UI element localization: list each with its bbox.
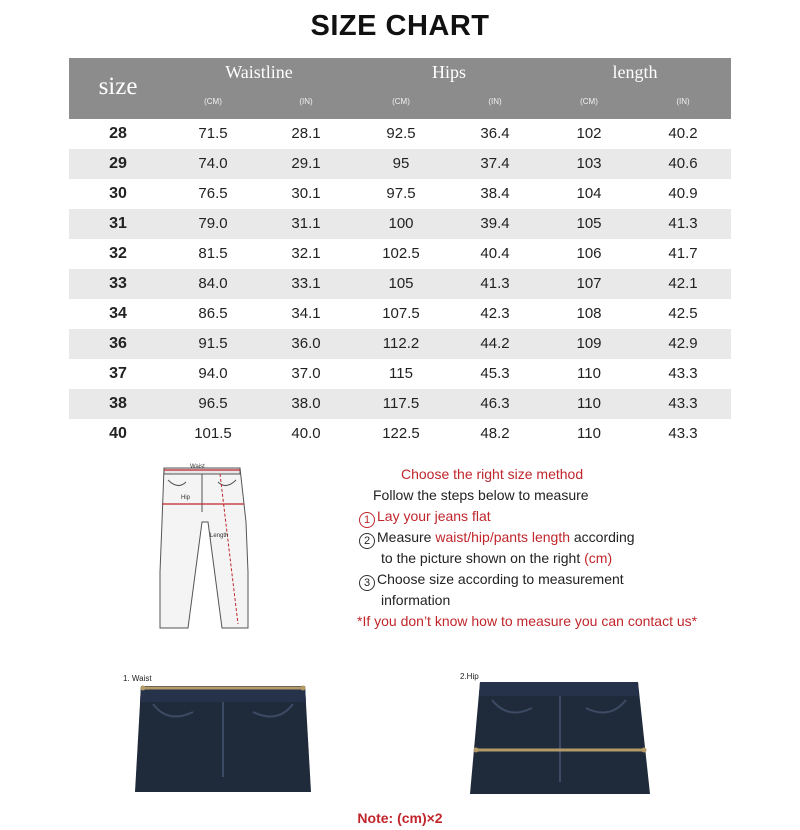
table-cell: 86.5: [198, 305, 228, 322]
step-3-text-a: Choose size according to measurement: [377, 571, 624, 587]
table-row: [69, 359, 731, 389]
table-cell: 31.1: [291, 215, 321, 232]
size-cell: 37: [109, 365, 127, 382]
table-cell: 105: [576, 215, 602, 232]
waist-photo-label: 1. Waist: [123, 674, 152, 683]
table-cell: 112.2: [382, 335, 420, 352]
table-cell: 102: [576, 125, 602, 142]
table-cell: 97.5: [386, 185, 416, 202]
step-2-text-b: waist/hip/pants length: [435, 529, 570, 545]
table-cell: 76.5: [198, 185, 228, 202]
step-2-number: 2: [359, 533, 375, 549]
table-cell: 122.5: [382, 425, 420, 442]
header-hips: Hips: [431, 62, 466, 82]
table-cell: 40.9: [668, 185, 698, 202]
step-2-text-e: (cm): [584, 550, 613, 566]
table-cell: 43.3: [668, 395, 698, 412]
table-cell: 37.0: [291, 365, 321, 382]
size-cell: 34: [109, 305, 127, 322]
table-cell: 101.5: [194, 425, 232, 442]
method-heading: Choose the right size method: [401, 466, 584, 482]
pants-outline-icon: [160, 468, 248, 628]
size-cell: 40: [109, 425, 127, 442]
table-cell: 110: [577, 425, 601, 442]
table-cell: 108: [576, 305, 602, 322]
table-cell: 42.5: [668, 305, 698, 322]
table-cell: 36.0: [291, 335, 321, 352]
table-cell: 41.7: [668, 245, 698, 262]
table-cell: 43.3: [668, 365, 698, 382]
size-cell: 30: [109, 185, 127, 202]
size-cell: 38: [109, 395, 127, 412]
header-length: length: [612, 62, 658, 82]
table-cell: 95: [392, 155, 410, 172]
method-contact: *If you don’t know how to measure you can contact us*: [357, 613, 698, 629]
method-intro: Follow the steps below to measure: [373, 487, 589, 503]
table-row: [69, 329, 731, 359]
size-cell: 32: [109, 245, 127, 262]
unit-waist-cm: (CM): [204, 97, 222, 106]
header-waistline: Waistline: [225, 62, 293, 82]
table-cell: 91.5: [198, 335, 228, 352]
table-row: [69, 209, 731, 239]
table-cell: 41.3: [668, 215, 698, 232]
table-cell: 117.5: [382, 395, 420, 412]
table-cell: 106: [576, 245, 602, 262]
table-cell: 39.4: [480, 215, 510, 232]
table-header: [69, 58, 731, 119]
table-cell: 40.6: [668, 155, 698, 172]
unit-hips-in: (IN): [488, 97, 502, 106]
table-row: [69, 419, 731, 449]
table-cell: 42.9: [668, 335, 698, 352]
method-step-2: [359, 527, 635, 549]
diagram-waist-label: Waist: [190, 464, 205, 470]
table-cell: 40.2: [668, 125, 698, 142]
unit-waist-in: (IN): [299, 97, 313, 106]
table-cell: 110: [577, 365, 601, 382]
step-1-text: Lay your jeans flat: [377, 508, 491, 524]
table-row: [69, 239, 731, 269]
table-row: [69, 299, 731, 329]
table-cell: 74.0: [198, 155, 228, 172]
table-cell: 41.3: [480, 275, 510, 292]
size-cell: 31: [109, 215, 127, 232]
step-2-text-c: according: [570, 529, 635, 545]
table-row: [69, 149, 731, 179]
table-cell: 48.2: [480, 425, 510, 442]
table-cell: 103: [576, 155, 602, 172]
jeans-waist-image: [123, 672, 333, 792]
header-size: size: [98, 73, 138, 100]
table-cell: 36.4: [480, 125, 510, 142]
size-cell: 28: [109, 125, 127, 142]
step-2-text-a: Measure: [377, 529, 436, 545]
step-3-number: 3: [359, 575, 375, 591]
table-cell: 46.3: [480, 395, 510, 412]
hip-photo: [460, 672, 660, 792]
diagram-hip-label: Hip: [181, 495, 191, 501]
hip-photo-label: 2.Hip: [460, 672, 479, 681]
table-cell: 115: [389, 365, 413, 382]
table-cell: 44.2: [480, 335, 510, 352]
size-cell: 29: [109, 155, 127, 172]
table-cell: 38.4: [480, 185, 510, 202]
table-cell: 32.1: [291, 245, 321, 262]
waist-photo: [123, 672, 333, 792]
diagram-length-label: Length: [210, 533, 229, 539]
unit-length-in: (IN): [676, 97, 690, 106]
unit-hips-cm: (CM): [392, 97, 410, 106]
table-cell: 105: [388, 275, 414, 292]
table-cell: 40.0: [291, 425, 321, 442]
table-cell: 84.0: [198, 275, 228, 292]
size-cell: 33: [109, 275, 127, 292]
table-cell: 109: [576, 335, 602, 352]
jeans-hip-image: [460, 672, 660, 794]
table-cell: 30.1: [291, 185, 321, 202]
unit-length-cm: (CM): [580, 97, 598, 106]
table-cell: 81.5: [198, 245, 228, 262]
table-cell: 28.1: [291, 125, 321, 142]
table-cell: 104: [576, 185, 602, 202]
table-row: [69, 119, 731, 149]
table-cell: 110: [577, 395, 601, 412]
table-cell: 38.0: [291, 395, 321, 412]
table-cell: 100: [388, 215, 414, 232]
size-cell: 36: [109, 335, 127, 352]
table-cell: 96.5: [198, 395, 228, 412]
table-cell: 40.4: [480, 245, 510, 262]
table-cell: 43.3: [668, 425, 698, 442]
table-cell: 42.1: [668, 275, 698, 292]
step-2-text-d: to the picture shown on the right: [381, 550, 585, 566]
table-cell: 37.4: [480, 155, 510, 172]
table-cell: 94.0: [198, 365, 228, 382]
table-cell: 71.5: [198, 125, 228, 142]
table-body: [69, 119, 731, 449]
table-row: [69, 179, 731, 209]
method-step-3: [359, 569, 624, 591]
step-1-number: 1: [359, 512, 375, 528]
method-step-2-cont: [381, 548, 612, 569]
page-title: SIZE CHART: [310, 10, 490, 42]
table-cell: 102.5: [382, 245, 420, 262]
table-cell: 29.1: [291, 155, 321, 172]
table-cell: 45.3: [480, 365, 510, 382]
table-cell: 79.0: [198, 215, 228, 232]
table-cell: 107.5: [382, 305, 420, 322]
table-cell: 33.1: [291, 275, 321, 292]
table-row: [69, 269, 731, 299]
table-row: [69, 389, 731, 419]
table-cell: 92.5: [386, 125, 416, 142]
table-cell: 34.1: [291, 305, 321, 322]
table-cell: 42.3: [480, 305, 510, 322]
pants-diagram: [150, 462, 260, 632]
method-step-3-cont: information: [381, 592, 451, 608]
table-cell: 107: [576, 275, 602, 292]
note-text: Note: (cm)×2: [357, 810, 443, 826]
size-chart-table: [69, 58, 731, 449]
method-step-1: [359, 506, 491, 528]
